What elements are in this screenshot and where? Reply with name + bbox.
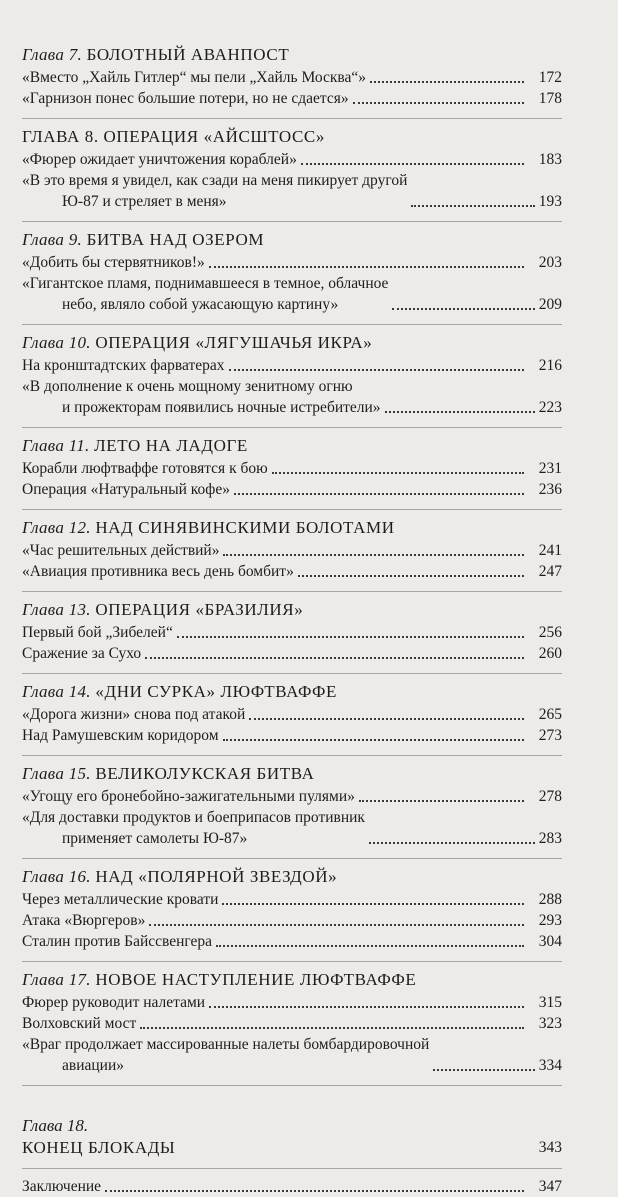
page-number: 323 (538, 1015, 562, 1032)
toc-entry[interactable] (22, 725, 562, 746)
page-number: 203 (538, 254, 562, 271)
dot-leader (229, 368, 524, 371)
toc-entry[interactable] (22, 88, 562, 109)
chapter-prefix: Глава 17. (22, 970, 91, 989)
page-number: 293 (538, 912, 562, 929)
entry-title: «Дорога жизни» снова под атакой (22, 706, 246, 723)
chapter-prefix: Глава 18. (22, 1116, 89, 1135)
entry-title: «Добить бы стервятников!» (22, 254, 205, 271)
entry-title-line-2: и прожекторам появились ночные истребители» (62, 399, 381, 416)
dot-leader (298, 574, 524, 577)
toc-entry[interactable] (22, 273, 562, 315)
chapter-title: ОПЕРАЦИЯ «БРАЗИЛИЯ» (95, 600, 304, 619)
toc-entry[interactable] (22, 355, 562, 376)
page-number: 178 (538, 90, 562, 107)
chapter-prefix: Глава 13. (22, 600, 91, 619)
dot-leader (301, 162, 524, 165)
entry-title: «Угощу его бронебойно-зажигательными пулями» (22, 788, 355, 805)
entry-title: «Гарнизон понес большие потери, но не сдается» (22, 90, 349, 107)
chapter-heading (22, 229, 562, 251)
page-number: 193 (538, 193, 562, 210)
chapter-title: ВЕЛИКОЛУКСКАЯ БИТВА (95, 764, 315, 783)
page-number: 209 (538, 296, 562, 313)
dot-leader (392, 307, 534, 310)
entry-title: Через металлические кровати (22, 891, 219, 908)
chapter-prefix: Глава 16. (22, 867, 91, 886)
entry-title-line-2: применяет самолеты Ю-87» (62, 830, 248, 847)
toc-entry[interactable] (22, 376, 562, 418)
dot-leader (209, 265, 524, 268)
chapter-title: ЛЕТО НА ЛАДОГЕ (94, 436, 248, 455)
entry-title: «Час решительных действий» (22, 542, 220, 559)
page-number: 288 (538, 891, 562, 908)
page-number: 260 (538, 645, 562, 662)
entry-title-line-1: «В дополнение к очень мощному зенитному огню (22, 378, 353, 395)
chapter-title: ГЛАВА 8. ОПЕРАЦИЯ «АЙСШТОСС» (22, 127, 325, 146)
dot-leader (272, 471, 524, 474)
table-of-contents (22, 44, 562, 1197)
toc-entry[interactable] (22, 540, 562, 561)
entry-title: Сталин против Байссвенгера (22, 933, 213, 950)
toc-entry[interactable] (22, 458, 562, 479)
entry-title: Операция «Натуральный кофе» (22, 481, 230, 498)
dot-leader (177, 635, 524, 638)
page-number: 183 (538, 151, 562, 168)
chapter-title: НАД СИНЯВИНСКИМИ БОЛОТАМИ (95, 518, 395, 537)
toc-entry[interactable] (22, 479, 562, 500)
chapter-heading (22, 332, 562, 354)
page-number: 223 (538, 399, 562, 416)
chapter-prefix: Глава 7. (22, 45, 83, 64)
entry-title: «Вместо „Хайль Гитлер“ мы пели „Хайль Москва“» (22, 69, 367, 86)
chapter-16 (22, 866, 562, 962)
chapter-heading (22, 126, 562, 148)
toc-entry[interactable] (22, 643, 562, 664)
toc-entry[interactable] (22, 992, 562, 1013)
chapter-10 (22, 332, 562, 428)
chapter-8 (22, 126, 562, 222)
chapter-prefix: Глава 14. (22, 682, 91, 701)
toc-entry[interactable] (22, 67, 562, 88)
chapter-heading (22, 681, 562, 703)
page-number: 231 (538, 460, 562, 477)
chapter-heading (22, 969, 562, 991)
chapter-prefix: Глава 12. (22, 518, 91, 537)
entry-title: Заключение (22, 1178, 102, 1195)
page-number: 172 (538, 69, 562, 86)
chapter-prefix: Глава 11. (22, 436, 90, 455)
dot-leader (385, 410, 535, 413)
entry-title: «Авиация противника весь день бомбит» (22, 563, 294, 580)
dot-leader (369, 841, 535, 844)
page-number: 304 (538, 933, 562, 950)
dot-leader (216, 944, 524, 947)
chapter-heading (22, 517, 562, 539)
entry-title: «Фюрер ожидает уничтожения кораблей» (22, 151, 297, 168)
page-number: 334 (538, 1057, 562, 1074)
chapter-title: БОЛОТНЫЙ АВАНПОСТ (86, 45, 290, 64)
chapter-prefix: Глава 9. (22, 230, 83, 249)
toc-entry-conclusion[interactable] (22, 1176, 562, 1197)
chapter-18 (22, 1093, 562, 1169)
chapter-title: «ДНИ СУРКА» ЛЮФТВАФФЕ (95, 682, 338, 701)
toc-entry[interactable] (22, 149, 562, 170)
chapter-12 (22, 517, 562, 592)
chapter-heading (22, 866, 562, 888)
chapter-heading (22, 44, 562, 66)
toc-entry[interactable] (22, 931, 562, 952)
entry-title: Атака «Вюргеров» (22, 912, 146, 929)
chapter-title: НОВОЕ НАСТУПЛЕНИЕ ЛЮФТВАФФЕ (95, 970, 417, 989)
entry-title: Фюрер руководит налетами (22, 994, 206, 1011)
dot-leader (433, 1068, 534, 1071)
page-number: 273 (538, 727, 562, 744)
entry-title-line-1: «Для доставки продуктов и боеприпасов противник (22, 809, 365, 826)
chapter-14 (22, 681, 562, 756)
chapter-title: КОНЕЦ БЛОКАДЫ (22, 1138, 176, 1157)
toc-entry[interactable] (22, 910, 562, 931)
toc-entry[interactable] (22, 786, 562, 807)
chapter-title: БИТВА НАД ОЗЕРОМ (86, 230, 265, 249)
dot-leader (140, 1026, 524, 1029)
entry-title: На кронштадтских фарватерах (22, 357, 225, 374)
toc-entry[interactable] (22, 622, 562, 643)
chapter-prefix: Глава 15. (22, 764, 91, 783)
chapter-heading (22, 763, 562, 785)
page-number: 241 (538, 542, 562, 559)
toc-entry[interactable] (22, 561, 562, 582)
chapter-7 (22, 44, 562, 119)
page-number: 343 (538, 1139, 562, 1156)
chapter-title: ОПЕРАЦИЯ «ЛЯГУШАЧЬЯ ИКРА» (95, 333, 373, 352)
page-number: 236 (538, 481, 562, 498)
entry-title-line-1: «В это время я увидел, как сзади на меня пикирует другой (22, 172, 408, 189)
entry-title: Волховский мост (22, 1015, 137, 1032)
dot-leader (105, 1189, 524, 1192)
entry-title-line-2: Ю-87 и стреляет в меня» (62, 193, 227, 210)
page-number: 315 (538, 994, 562, 1011)
chapter-heading (22, 435, 562, 457)
dot-leader (359, 799, 524, 802)
entry-title-line-2: небо, являло собой ужасающую картину» (62, 296, 339, 313)
page-number: 247 (538, 563, 562, 580)
chapter-15 (22, 763, 562, 859)
chapter-title: НАД «ПОЛЯРНОЙ ЗВЕЗДОЙ» (95, 867, 338, 886)
entry-title: Над Рамушевским коридором (22, 727, 219, 744)
chapter-17 (22, 969, 562, 1086)
chapter-heading (22, 1093, 175, 1159)
entry-title-line-1: «Гигантское пламя, поднимавшееся в темное, облачное (22, 275, 389, 292)
dot-leader (353, 101, 524, 104)
dot-leader (209, 1005, 524, 1008)
page-number: 256 (538, 624, 562, 641)
dot-leader (234, 492, 524, 495)
page-number: 283 (538, 830, 562, 847)
dot-leader (411, 204, 534, 207)
dot-leader (370, 80, 524, 83)
dot-leader (223, 553, 524, 556)
chapter-13 (22, 599, 562, 674)
entry-title: Корабли люфтваффе готовятся к бою (22, 460, 268, 477)
chapter-prefix: Глава 10. (22, 333, 91, 352)
toc-entry[interactable] (22, 252, 562, 273)
entry-title-line-1: «Враг продолжает массированные налеты бомбардировочной (22, 1036, 430, 1053)
chapter-heading (22, 599, 562, 621)
toc-entry[interactable] (22, 807, 562, 849)
entry-title: Сражение за Сухо (22, 645, 142, 662)
chapter-9 (22, 229, 562, 325)
toc-entry[interactable] (22, 704, 562, 725)
page-number: 265 (538, 706, 562, 723)
dot-leader (222, 902, 524, 905)
toc-entry[interactable] (22, 170, 562, 212)
dot-leader (149, 923, 524, 926)
page-number: 347 (538, 1178, 562, 1195)
toc-entry[interactable] (22, 889, 562, 910)
toc-entry[interactable] (22, 1093, 562, 1159)
page-number: 216 (538, 357, 562, 374)
dot-leader (249, 717, 524, 720)
entry-title-line-2: авиации» (62, 1057, 125, 1074)
page-number: 278 (538, 788, 562, 805)
toc-entry[interactable] (22, 1034, 562, 1076)
entry-title: Первый бой „Зибелей“ (22, 624, 173, 641)
chapter-11 (22, 435, 562, 510)
dot-leader (145, 656, 524, 659)
dot-leader (179, 1153, 524, 1154)
dot-leader (223, 738, 524, 741)
